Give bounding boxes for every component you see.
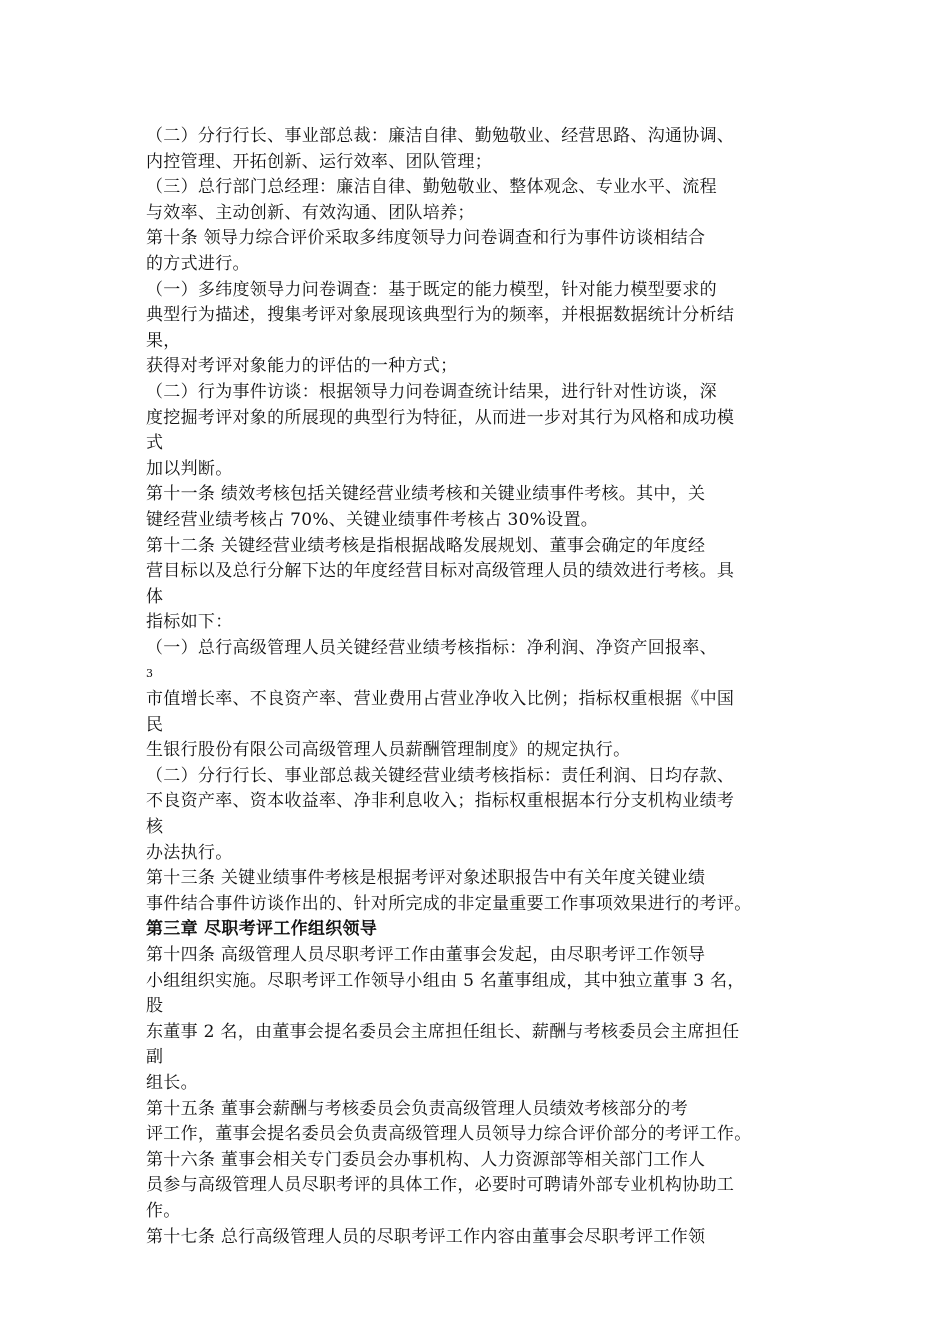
text-line: 第十四条 高级管理人员尽职考评工作由董事会发起，由尽职考评工作领导 [146,945,706,965]
text-line: 副 [146,1047,164,1068]
text-line: 键经营业绩考核占 70%、关键业绩事件考核占 30%设置。 [146,509,599,530]
text-line: （三）总行部门总经理：廉洁自律、勤勉敬业、整体观念、专业水平、流程 [146,177,717,198]
text-line: 民 [146,714,164,735]
text-line: 第十一条 绩效考核包括关键经营业绩考核和关键业绩事件考核。其中，关 [146,484,706,505]
text-line: 生银行股份有限公司高级管理人员薪酬管理制度》的规定执行。 [146,740,631,761]
text-line: 不良资产率、资本收益率、净非利息收入；指标权重根据本行分支机构业绩考 [146,791,735,812]
text-line: 组长。 [146,1072,198,1093]
text-line: 员参与高级管理人员尽职考评的具体工作，必要时可聘请外部专业机构协助工 [146,1175,735,1196]
text-line: 第十条 领导力综合评价采取多纬度领导力问卷调查和行为事件访谈相结合 [146,228,706,249]
text-line: 评工作，董事会提名委员会负责高级管理人员领导力综合评价部分的考评工作。 [146,1124,752,1145]
text-line: 与效率、主动创新、有效沟通、团队培养； [146,202,475,223]
text-line: 典型行为描述，搜集考评对象展现该典型行为的频率，并根据数据统计分析结 [146,305,735,326]
chapter-heading: 第三章 尽职考评工作组织领导 [146,919,378,940]
text-line: 第十三条 关键业绩事件考核是根据考评对象述职报告中有关年度关键业绩 [146,868,706,889]
text-line: 小组组织实施。尽职考评工作领导小组由 5 名董事组成，其中独立董事 3 名， [146,970,745,991]
text-line: 第十六条 董事会相关专门委员会办事机构、人力资源部等相关部门工作人 [146,1149,706,1170]
text-line: 指标如下： [146,612,233,633]
text-line: 第十五条 董事会薪酬与考核委员会负责高级管理人员绩效考核部分的考 [146,1098,689,1119]
text-line: （二）分行行长、事业部总裁关键经营业绩考核指标：责任利润、日均存款、 [146,765,735,786]
text-line: 加以判断。 [146,458,233,479]
text-line: 度挖掘考评对象的所展现的典型行为特征，从而进一步对其行为风格和成功模 [146,407,735,428]
text-line: （二）分行行长、事业部总裁：廉洁自律、勤勉敬业、经营思路、沟通协调、 [146,126,735,146]
text-line: 事件结合事件访谈作出的、针对所完成的非定量重要工作事项效果进行的考评。 [146,893,752,914]
text-line: 第十七条 总行高级管理人员的尽职考评工作内容由董事会尽职考评工作领 [146,1226,706,1247]
text-line: 市值增长率、不良资产率、营业费用占营业净收入比例；指标权重根据《中国 [146,689,735,710]
text-line: 作。 [146,1200,181,1221]
text-line: 股 [146,996,164,1017]
document-page [146,124,826,1250]
text-line: 核 [146,817,164,838]
text-line: 果， [146,330,181,351]
text-line: 内控管理、开拓创新、运行效率、团队管理； [146,151,492,172]
text-line: 营目标以及总行分解下达的年度经营目标对高级管理人员的绩效进行考核。具 [146,561,735,582]
text-line: 办法执行。 [146,842,233,863]
text-line: 体 [146,586,164,607]
text-line: 式 [146,433,164,454]
text-line: 第十二条 关键经营业绩考核是指根据战略发展规划、董事会确定的年度经 [146,535,706,556]
text-line: （一）多纬度领导力问卷调查：基于既定的能力模型，针对能力模型要求的 [146,279,717,300]
text-line: （二）行为事件访谈：根据领导力问卷调查统计结果，进行针对性访谈，深 [146,381,717,402]
text-line: 东董事 2 名，由董事会提名委员会主席担任组长、薪酬与考核委员会主席担任 [146,1021,740,1042]
text-line: 获得对考评对象能力的评估的一种方式； [146,356,458,377]
page-number: 3 [146,667,154,681]
text-line: （一）总行高级管理人员关键经营业绩考核指标：净利润、净资产回报率、 [146,637,717,658]
text-line: 的方式进行。 [146,253,250,274]
